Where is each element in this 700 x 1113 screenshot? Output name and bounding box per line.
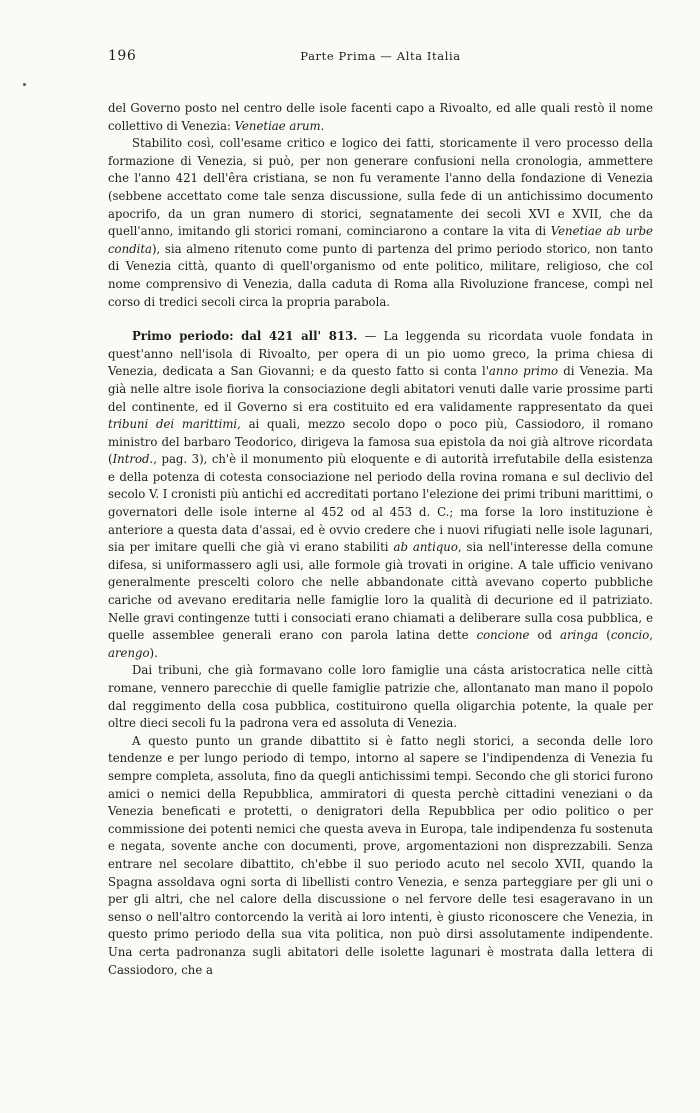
page-header [108,48,653,70]
paragraph [108,662,653,732]
italic-term: concione [476,628,530,643]
text-run: del Governo posto nel centro delle isole facenti capo a Rivoalto, ed alle quali restò il nome collettivo di Venezia: [108,101,653,133]
italic-term: tribuni dei marittimi [108,417,238,432]
italic-term: anno primo [488,364,559,379]
text-run: od [529,628,560,643]
italic-term: ab antiquo [393,540,458,555]
text-run: — La leggenda su ricordata vuole fondata in quest'anno nell'isola di Rivoalto, per opera di un pio uomo greco, la prima chiesa di Venezia, dedicata a San Giovanni; e da questo fatto si conta l' [108,329,653,379]
body-text [108,100,653,979]
italic-term: arengo [108,645,150,660]
text-run: ( [598,628,611,643]
italic-term: concio [610,628,650,643]
page-number: 196 [108,48,137,64]
text-run: ), sia almeno ritenuto come punto di partenza del primo periodo storico, non tanto di Venezia città, quanto di quell'organismo od ente politico, militare, religioso, che col nome comprensivo di Venezia, dalla caduta di Roma alla Rivoluzione francese, compì nel corso di tredici secoli circa la propria parabola. [108,241,653,309]
italic-term: Venetiae arum. [234,118,325,133]
text-run: , ai quali, mezzo secolo dopo o poco più, Cassiodoro, il romano ministro del barbaro Teodorico, dirigeva la famosa sua epistola da noi già altrove ricordata ( [108,417,653,467]
text-run: di Venezia. Ma già nelle altre isole fioriva la consociazione degli abitatori venuti dalle varie prossime parti del continente, ed il Governo si era costituito ed era validamente rappresentato da quei [108,364,654,414]
text-run: Stabilito così, coll'esame critico e logico dei fatti, storicamente il vero processo della formazione di Venezia, si può, per non generare confusioni nella cronologia, ammettere che l'anno 421 dell'êra cristiana, se non fu veramente l'anno della fondazione di Venezia (sebbene accettato come tale senza discussione, sulla fede di un antichissimo documento apocrifo, da un gran numero di storici, segnatamente dei secoli XVI e XVII, che da quell'anno, imitando gli storici romani, cominciarono a contare la vita di [108,136,653,239]
text-run: , sia nell'interesse della comune difesa, si uniformassero agli usi, alle formole già trovati in origine. A tale ufficio venivano generalmente prescelti coloro che nelle abbandonate città avevano coperto pubbliche cariche od avevano ereditaria nelle famiglie loro la qualità di decurione ed il patriziato. Nelle gravi contingenze tutti i consociati erano chiamati a deliberare sulla cosa pubblica, e quelle assemblee generali erano con parola latina dette [108,540,654,643]
paragraph [108,733,653,979]
text-run: Dai tribuni, che già formavano colle loro famiglie una cásta aristocratica nelle città romane, vennero parecchie di quelle famiglie patrizie che, allontanato man mano il popolo dal reggimento della cosa pubblica, costituirono quella oligarchia potente, la quale per oltre dieci secoli fu la padrona vera ed assoluta di Venezia. [108,663,653,731]
paragraph [108,135,653,311]
text-run: , pag. 3), ch'è il monumento più eloquente e di autorità irrefutabile della esistenza e della potenza di cotesta consociazione nel periodo della rovina romana e sul declivio del secolo V. I cronisti più antichi ed accreditati portano l'elezione dei primi tribuni marittimi, o governatori delle isole interne al 452 od al 453 d. C.; ma forse la loro instituzione è anteriore a questa data d'assai, ed è ovvio credere che i nuovi rifugiati nelle isole lagunari, sia per imitare quelli che già vi erano stabiliti [108,452,654,555]
italic-term: aringa [559,628,599,643]
running-head: Parte Prima — Alta Italia [300,49,461,63]
text-run: , [649,628,653,643]
section-heading: Primo periodo: dal 421 all' 813. [132,329,358,344]
text-run: A questo punto un grande dibattito si è fatto negli storici, a seconda delle loro tendenze e per lungo periodo di tempo, intorno al sapere se l'indipendenza di Venezia fu sempre completa, assoluta, fino da quegli antichissimi tempi. Secondo che gli storici furono amici o nemici della Repubblica, ammiratori di questa perchè cittadini veneziani o da Venezia beneficati e protetti, o denigratori della Repubblica per odio politico o per commissione dei potenti nemici che questa aveva in Europa, tale indipendenza fu sostenuta e negata, sovente anche con documenti, prove, argomentazioni non disprezzabili. Senza entrare nel secolare dibattito, ch'ebbe il suo periodo acuto nel secolo XVII, quando la Spagna assoldava ogni sorta di libellisti contro Venezia, e senza parteggiare per gli uni o per gli altri, che nel calore della discussione o nel fervore delle tesi esageravano in un senso o nell'altro contorcendo la verità ai loro intenti, è giusto riconoscere che Venezia, in questo primo periodo della sua vita politica, non può dirsi assolutamente indipendente. Una certa padronanza sugli abitatori delle isolette lagunari è mostrata dalla lettera di Cassiodoro, che a [108,733,653,977]
text-run: ). [149,645,158,660]
margin-dot [23,83,26,86]
section-paragraph [108,328,653,662]
italic-term: Venetiae ab urbe condita [108,224,653,256]
italic-term: Introd. [112,452,154,467]
paragraph-continuation [108,100,653,135]
